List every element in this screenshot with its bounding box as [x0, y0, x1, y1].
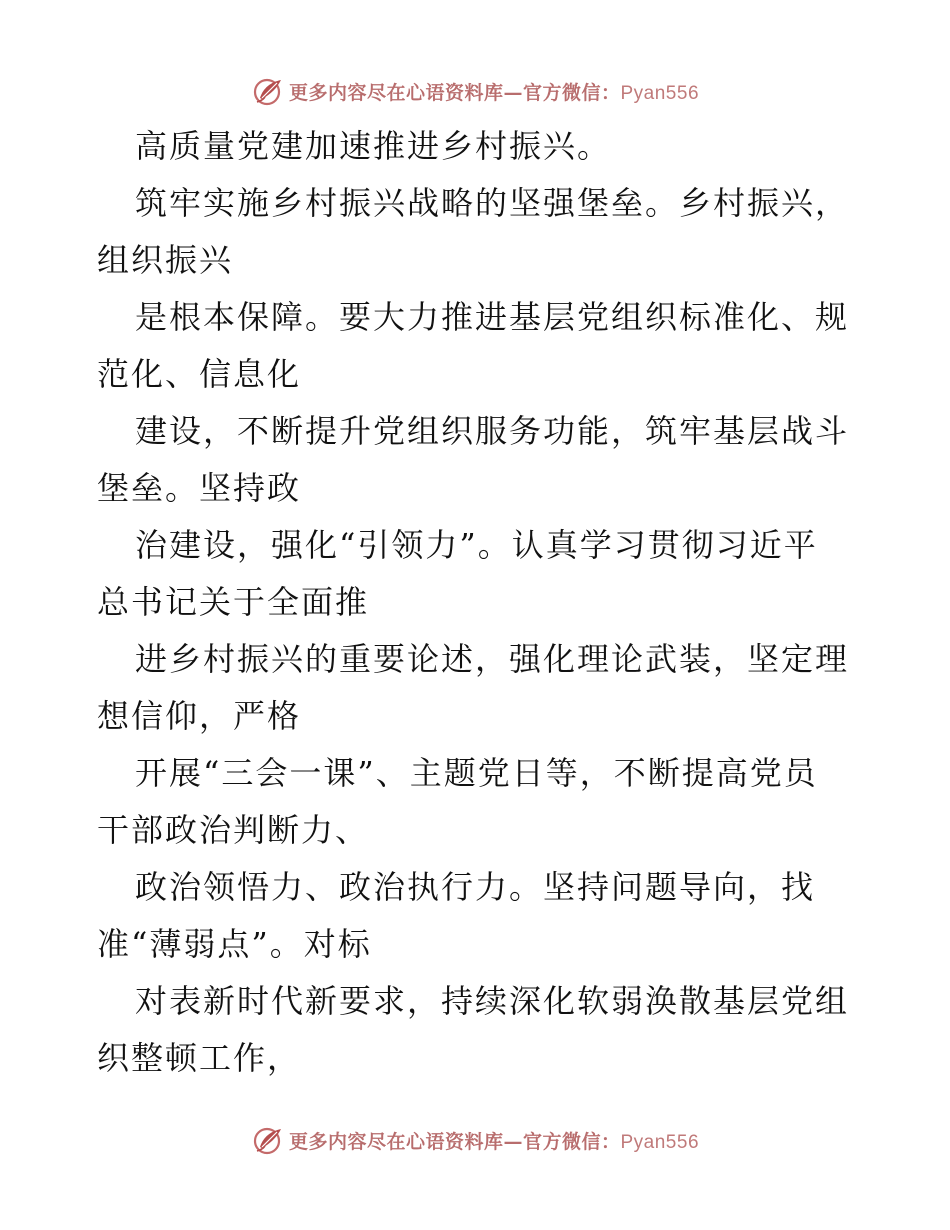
text-line: 治建设，强化“引领力”。认真学习贯彻习近平 [135, 526, 818, 564]
watermark-id: Pyan556 [620, 1131, 700, 1153]
text-line: 总书记关于全面推 [97, 583, 370, 621]
text-line: 干部政治判断力、 [97, 811, 370, 849]
text-line: 组织振兴 [97, 241, 234, 279]
text-line: 高质量党建加速推进乡村振兴。 [135, 127, 612, 165]
text-line: 开展“三会一课”、主题党日等，不断提高党员 [135, 754, 818, 792]
text-line: 想信仰，严格 [97, 697, 302, 735]
text-line: 织整顿工作， [97, 1039, 302, 1077]
watermark-text: 更多内容尽在心语资料库—官方微信：Pyan556 [288, 1130, 700, 1153]
leaf-pen-logo-icon [251, 1123, 285, 1157]
text-line: 对表新时代新要求，持续深化软弱涣散基层党组 [135, 982, 850, 1020]
text-line: 范化、信息化 [97, 355, 302, 393]
watermark-id: Pyan556 [620, 82, 700, 104]
text-line: 堡垒。坚持政 [97, 469, 302, 507]
text-line: 筑牢实施乡村振兴战略的坚强堡垒。乡村振兴， [135, 184, 850, 222]
text-line: 是根本保障。要大力推进基层党组织标准化、规 [135, 298, 850, 336]
watermark-text: 更多内容尽在心语资料库—官方微信：Pyan556 [288, 81, 700, 104]
footer-watermark [0, 1123, 950, 1157]
text-line: 准“薄弱点”。对标 [97, 925, 372, 963]
text-line: 进乡村振兴的重要论述，强化理论武装，坚定理 [135, 640, 850, 678]
leaf-pen-logo-icon [251, 74, 285, 108]
text-line: 政治领悟力、政治执行力。坚持问题导向，找 [135, 868, 816, 906]
header-watermark [0, 74, 950, 108]
text-line: 建设，不断提升党组织服务功能，筑牢基层战斗 [135, 412, 850, 450]
document-body [97, 118, 857, 1087]
